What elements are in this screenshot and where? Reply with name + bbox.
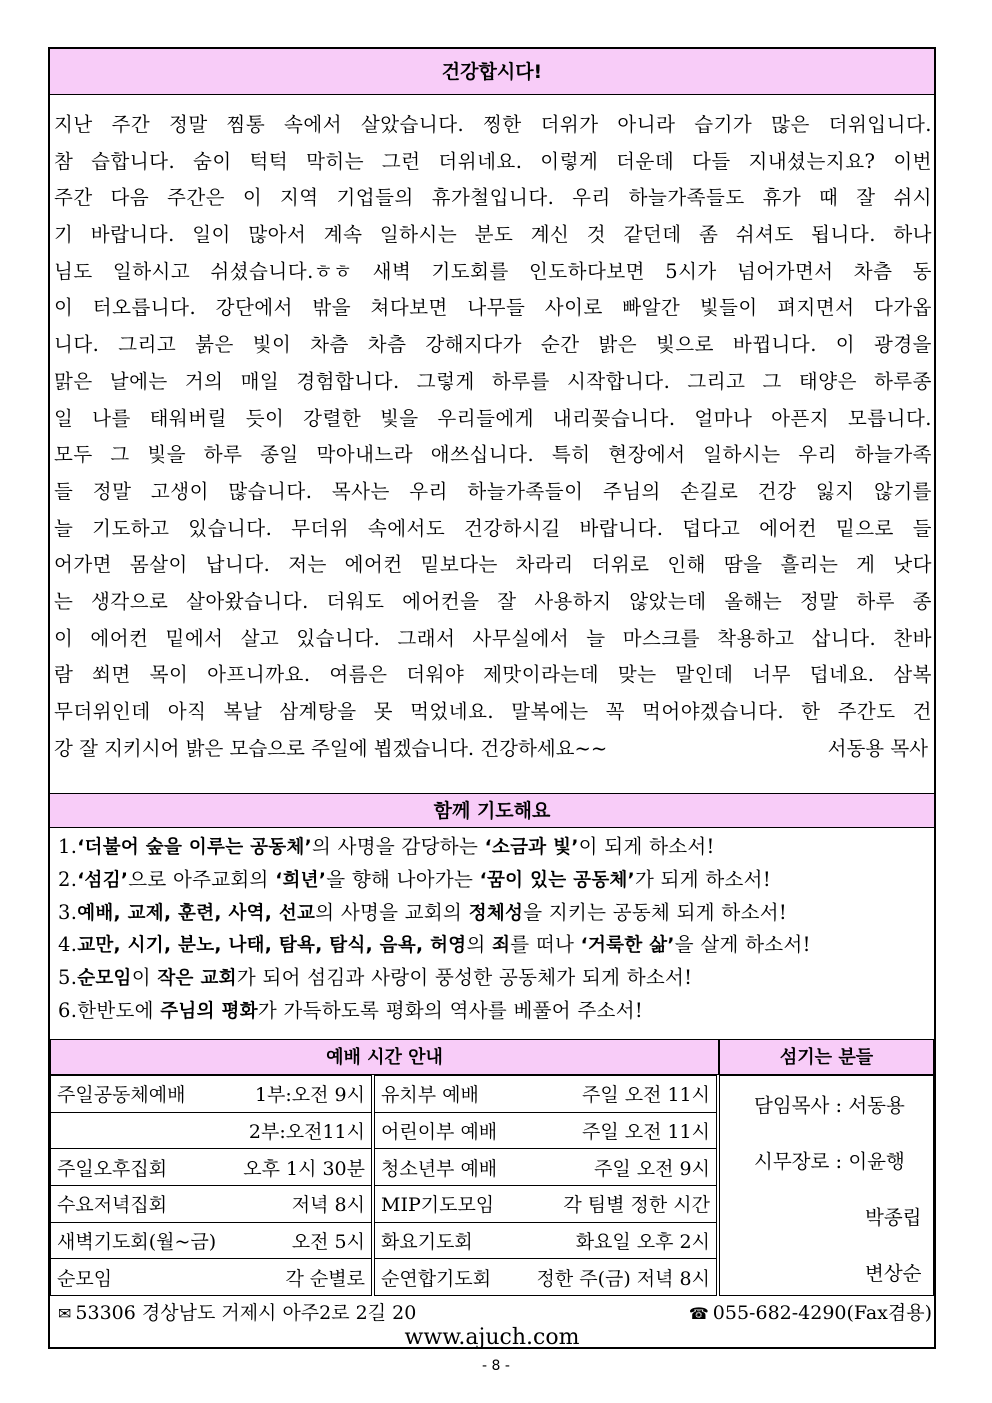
prayer-number: 5. [58,966,78,990]
service-time: 각 팀별 정한 시간 [563,1194,710,1217]
service-name: 순연합기도회 [381,1268,492,1291]
serving-elder: 시무장로 : 이윤행 [754,1150,905,1173]
service-name: 화요기도회 [381,1231,473,1254]
contact-line [58,1299,932,1327]
service-time: 저녁 8시 [291,1194,365,1217]
prayer-number: 1. [58,835,78,858]
essay-line: 님도 일하시고 쉬셨습니다.ㅎㅎ 새벽 기도회를 인도하다보면 5시가 넘어가면서 차츰 동 [54,259,932,283]
service-time: 오후 1시 30분 [243,1157,365,1180]
schedule-table-right [374,1075,717,1296]
page-number: - 8 - [482,1358,510,1374]
essay-line: 무더위인데 아직 복날 삼계탕을 못 먹었네요. 말복에는 꼭 먹어야겠습니다. 한 주간도 건 [54,700,932,723]
service-name: 청소년부 예배 [381,1157,498,1180]
prayer-text: 의 사명을 교회의 [315,900,469,924]
service-time: 주일 오전 11시 [581,1121,710,1144]
essay-last-line [54,731,932,768]
schedule-row [51,1223,371,1260]
health-essay [54,107,932,767]
schedule-title: 예배 시간 안내 [50,1039,719,1075]
prayer-item-5 [58,962,934,995]
service-time: 주일 오전 11시 [581,1084,710,1107]
address [58,1299,416,1327]
essay-line: 람 쐬면 목이 아프니까요. 여름은 더워야 제맛이라는데 맞는 말인데 너무 덥네요. 삼복 [54,663,932,687]
servers-title: 섬기는 분들 [719,1039,934,1075]
schedule-table-left [50,1075,372,1296]
serving-elder-2: 박종립 [865,1206,922,1229]
prayer-number: 3. [58,900,78,924]
senior-pastor: 담임목사 : 서동용 [754,1094,905,1117]
schedule-row [375,1259,716,1296]
prayer-emphasis: ‘소금과 빛’ [484,837,579,858]
service-name: 유치부 예배 [381,1084,479,1107]
essay-closing: 강 잘 지키시어 밝은 모습으로 주일에 뵙겠습니다. 건강하세요~~ [54,736,608,760]
schedule-row [375,1186,716,1223]
service-name: 어린이부 예배 [381,1121,498,1144]
service-name: 주일공동체예배 [57,1084,186,1107]
service-name: MIP기도모임 [381,1194,495,1217]
essay-line: 맑은 날에는 거의 매일 경험합니다. 그렇게 하루를 시작합니다. 그리고 그 태양은 하루종 [54,369,932,393]
prayer-text: 을 살게 하소서! [674,933,811,957]
prayer-text: 을 지키는 공동체 되게 하소서! [523,900,787,924]
service-name: 주일오후집회 [57,1157,168,1180]
essay-line: 일 나를 태워버릴 듯이 강렬한 빛을 우리들에게 내리꽂습니다. 얼마나 아픈지 모릅니다. [54,406,932,430]
website-link[interactable]: www.ajuch.com [404,1325,580,1350]
prayer-emphasis: ‘거룩한 삶’ [580,935,675,957]
prayer-text: 의 [466,933,493,957]
essay-line: 참 습합니다. 숨이 턱턱 막히는 그런 더위네요. 이렇게 더운데 다들 지내셨는지요? 이번 [54,149,932,173]
service-time: 정한 주(금) 저녁 8시 [536,1268,710,1291]
prayer-item-2 [58,864,934,897]
essay-line: 모두 그 빛을 하루 종일 막아내느라 애쓰십니다. 특히 현장에서 일하시는 우리 하늘가족 [54,443,932,467]
prayer-text: 으로 아주교회의 [128,867,276,891]
prayer-text: 를 떠나 [510,933,581,957]
essay-line: 지난 주간 정말 찜통 속에서 살았습니다. 찡한 더위가 아니라 습기가 많은 더위입니다. [54,113,932,136]
prayer-text: 이 되게 하소서! [578,835,715,858]
prayer-emphasis: ‘더불어 숲을 이루는 공동체’ [77,837,312,858]
servers-box [719,1075,934,1296]
health-section-title: 건강합시다! [50,49,934,95]
prayer-number: 6. [58,998,78,1022]
prayer-text: 한반도에 [77,998,161,1022]
phone-text: 055-682-4290(Fax겸용) [712,1302,932,1324]
essay-line: 늘 기도하고 있습니다. 무더위 속에서도 건강하시길 바랍니다. 덥다고 에어컨 밑으로 들 [54,516,932,540]
prayer-emphasis: 주님의 평화 [160,1000,258,1022]
essay-line: 주간 다음 주간은 이 지역 기업들의 휴가철입니다. 우리 하늘가족들도 휴가 때 잘 쉬시 [54,186,932,210]
prayer-emphasis: 작은 교회 [157,968,237,990]
essay-line: 들 정말 고생이 많습니다. 목사는 우리 하늘가족들이 주님의 손길로 건강 잃지 않기를 [54,479,932,503]
schedule-row [51,1149,371,1186]
prayer-item-6 [58,995,934,1028]
essay-line: 이 터오릅니다. 강단에서 밖을 쳐다보면 나무들 사이로 빠알간 빛들이 펴지면서 다가옵 [54,296,932,320]
prayer-emphasis: 죄 [492,935,511,957]
service-time: 화요일 오후 2시 [575,1231,710,1254]
phone [689,1299,932,1327]
service-time: 1부:오전 9시 [254,1084,365,1107]
essay-line: 기 바랍니다. 일이 많아서 계속 일하시는 분도 계신 것 같던데 좀 쉬셔도 됩니다. 하나 [54,223,932,247]
prayer-number: 2. [58,867,78,891]
schedule-row [375,1223,716,1260]
prayer-emphasis: ‘꿈이 있는 공동체’ [479,869,635,891]
prayer-number: 4. [58,933,78,957]
schedule-row [375,1076,716,1113]
schedule-row [375,1149,716,1186]
prayer-text: 이 [131,966,158,990]
essay-line: 이 에어컨 밑에서 살고 있습니다. 그래서 사무실에서 늘 마스크를 착용하고 삽니다. 찬바 [54,626,932,650]
prayer-emphasis: 순모임 [77,968,132,990]
prayer-text: 가 되게 하소서! [635,867,771,891]
prayer-emphasis: ‘희년’ [275,869,327,891]
prayer-text: 을 향해 나아가는 [326,867,480,891]
schedule-row [51,1186,371,1223]
prayer-text: 가 가득하도록 평화의 역사를 베풀어 주소서! [257,998,643,1022]
address-text: 53306 경상남도 거제시 아주2로 2길 20 [75,1302,417,1324]
prayer-list [58,831,934,1028]
essay-line: 니다. 그리고 붉은 빛이 차츰 차츰 강해지다가 순간 밝은 빛으로 바뀝니다. 이 광경을 [54,333,932,357]
service-time: 오전 5시 [291,1231,365,1254]
service-time: 각 순별로 [285,1268,365,1291]
essay-line: 어가면 몸살이 납니다. 저는 에어컨 밑보다는 차라리 더위로 인해 땀을 흘리는 게 낫다 [54,553,932,577]
prayer-emphasis: ‘섬김’ [77,869,129,891]
prayer-emphasis: 예배, 교제, 훈련, 사역, 선교 [77,902,316,924]
prayer-text: 가 되어 섬김과 사랑이 풍성한 공동체가 되게 하소서! [236,966,693,990]
prayer-item-3 [58,897,934,930]
prayer-emphasis: 교만, 시기, 분노, 나태, 탐욕, 탐식, 음욕, 허영 [77,935,467,957]
prayer-section-title: 함께 기도해요 [50,793,934,828]
service-name: 순모임 [57,1268,113,1291]
mail-icon: ✉ [58,1304,72,1323]
schedule-row [51,1113,371,1150]
essay-author: 서동용 목사 [827,736,928,760]
schedule-row [51,1259,371,1296]
serving-elder-3: 변상순 [865,1262,922,1285]
schedule-row [51,1076,371,1113]
prayer-emphasis: 정체성 [468,902,524,924]
prayer-item-1 [58,831,934,864]
newsletter-page-frame [48,47,936,1349]
service-name: 새벽기도회(월~금) [57,1231,217,1254]
service-time: 주일 오전 9시 [594,1157,710,1180]
essay-line: 는 생각으로 살아왔습니다. 더워도 에어컨을 잘 사용하지 않았는데 올해는 정말 하루 종 [54,589,932,613]
phone-icon: ☎ [688,1304,709,1323]
prayer-text: 의 사명을 감당하는 [311,835,485,858]
prayer-item-4 [58,929,934,962]
service-name: 수요저녁집회 [57,1194,168,1217]
service-time: 2부:오전11시 [248,1121,365,1144]
schedule-row [375,1113,716,1150]
